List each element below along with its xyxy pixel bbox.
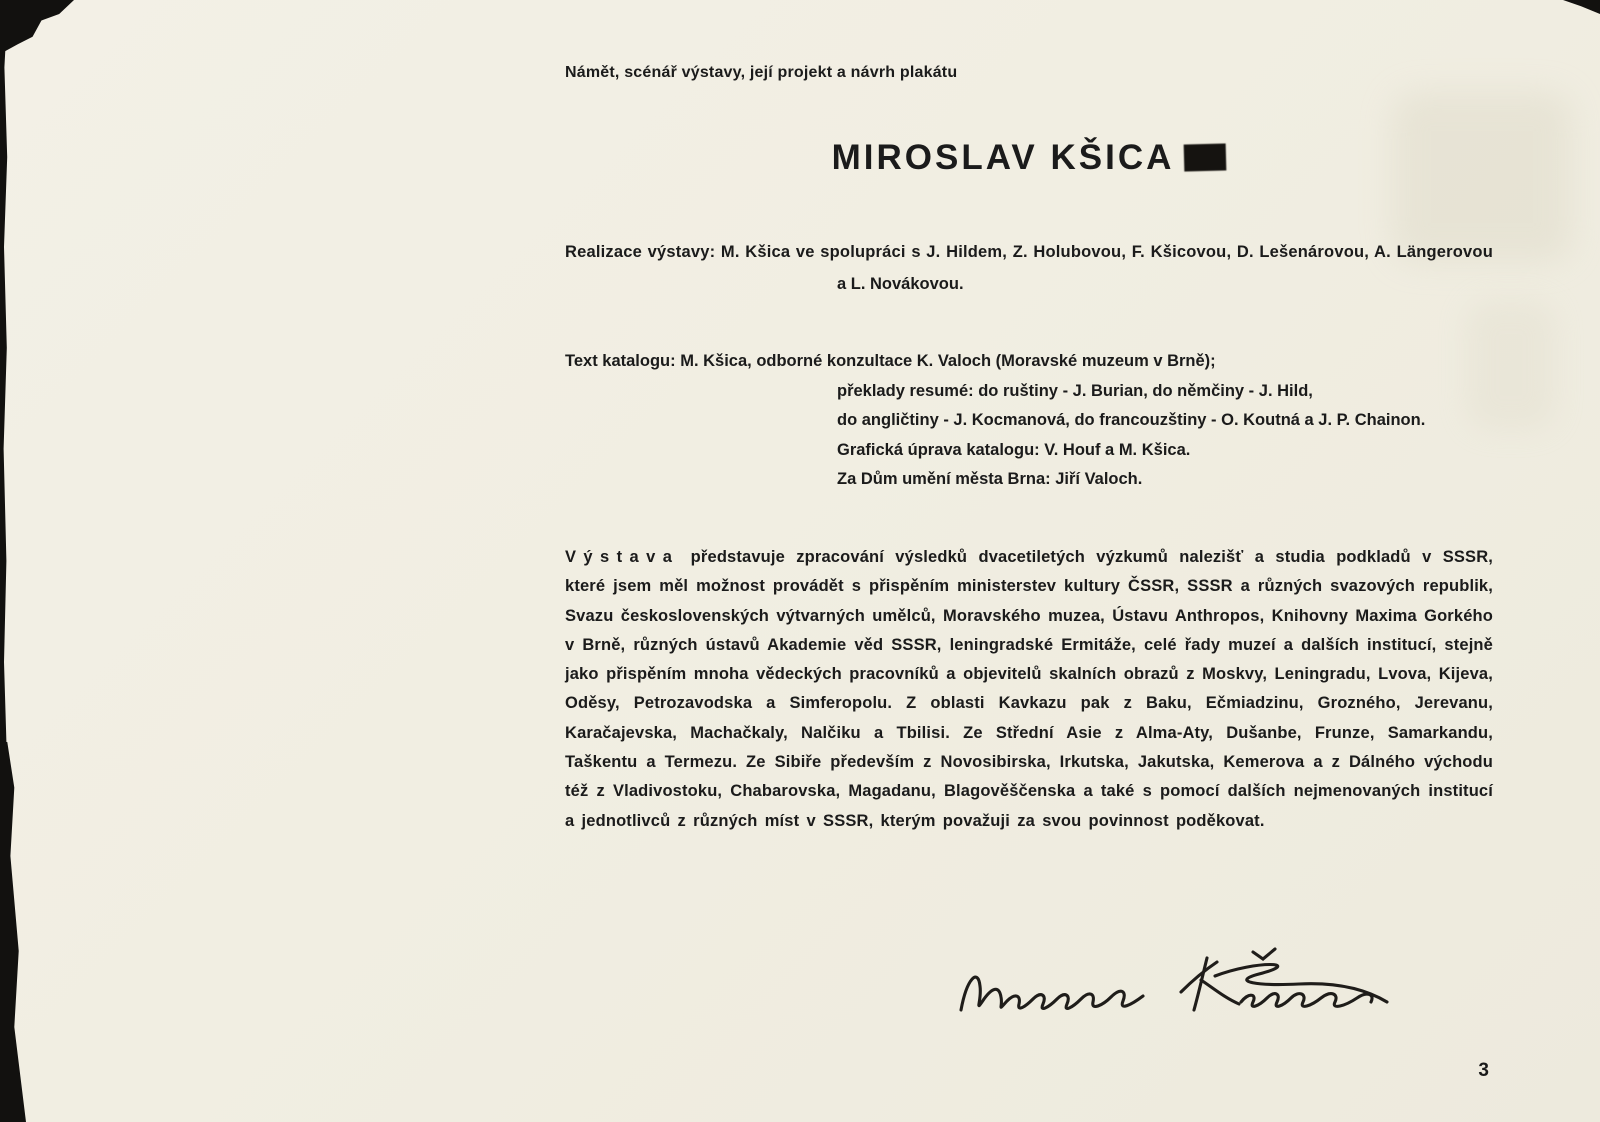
- catalog-credits: [565, 347, 1493, 495]
- paragraph-text: představuje zpracování výsledků dvacetiletých výzkumů nalezišť a studia podkladů v SSSR, které jsem měl možnost provádět s přispěním ministerstev kultury ČSSR, SSSR a různých svazových republik, Svazu československých výtvarných umělců, Moravského muzea, Ústavu Anthropos, Knihovny Maxima Gorkého v Brně, různých ústavů Akademie věd SSSR, leningradské Ermitáže, celé řady muzeí a dalších institucí, stejně jako přispěním mnoha vědeckých pracovníků a objevitelů skalních obrazů z Moskvy, Leningradu, Lvova, Kijeva, Oděsy, Petrozavodska a Simferopolu. Z oblasti Kavkazu pak z Baku, Ečmiadzinu, Grozného, Jerevanu, Karačajevska, Machačkaly, Nalčiku a Tbilisi. Ze Střední Asie z Alma-Aty, Dušanbe, Frunze, Samarkandu, Taškentu a Termezu. Ze Sibiře především z Novosibirska, Irkutska, Jakutska, Kemerova a z Dálného východu též z Vladivostoku, Chabarovska, Magadanu, Blagověščenska a také s pomocí dalších nejmenovaných institucí a jednotlivců z různých míst v SSSR, kterým považuji za svou povinnost poděkovat.: [565, 548, 1493, 830]
- text-column: [565, 0, 1493, 1122]
- scan-edge-top-left: [0, 0, 74, 54]
- scan-edge-bottom-left: [0, 742, 26, 1122]
- signature-ink: [953, 944, 1399, 1036]
- realization-line: a L. Novákovou.: [837, 275, 964, 293]
- exhibition-description: [565, 543, 1493, 836]
- catalog-line: Grafická úprava katalogu: V. Houf a M. Kšica.: [837, 440, 1191, 459]
- lead-word: Výstava: [565, 548, 680, 566]
- page-title: [565, 138, 1493, 178]
- ink-smudge: [1184, 143, 1227, 171]
- page-title-text: MIROSLAV KŠICA: [831, 138, 1175, 177]
- catalog-line: Text katalogu: M. Kšica, odborné konzultace K. Valoch (Moravské muzeum v Brně);: [565, 352, 1216, 370]
- catalog-line: do angličtiny - J. Kocmanová, do francouzštiny - O. Koutná a J. P. Chainon.: [837, 411, 1426, 429]
- page-number: 3: [1478, 1060, 1489, 1081]
- scan-edge-top-right: [1558, 0, 1600, 14]
- handwritten-signature: [953, 944, 1399, 1036]
- catalog-line: Za Dům umění města Brna: Jiří Valoch.: [837, 470, 1143, 488]
- credit-line: Námět, scénář výstavy, její projekt a návrh plakátu: [565, 64, 958, 81]
- catalog-line: překlady resumé: do ruštiny - J. Burian, do němčiny - J. Hild,: [837, 381, 1313, 400]
- realization-line: Realizace výstavy: M. Kšica ve spolupráci s J. Hildem, Z. Holubovou, F. Kšicovou, D. Lešenárovou, A. Längerovou: [565, 243, 1493, 261]
- realization-credits: [565, 236, 1493, 300]
